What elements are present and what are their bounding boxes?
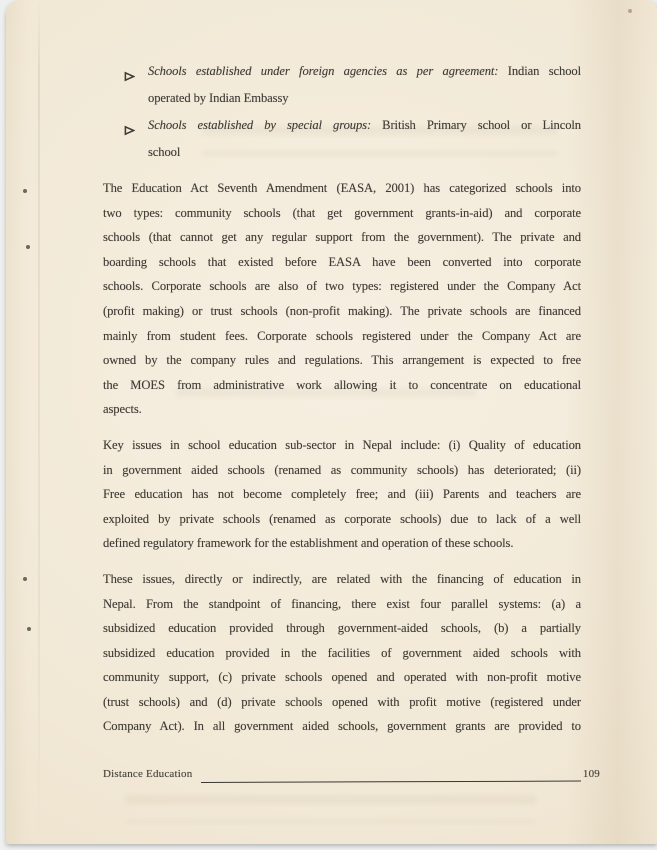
bullet-item <box>103 112 581 166</box>
text-segment: British Primary school or Lincoln <box>371 118 581 132</box>
page-footer <box>103 762 600 787</box>
text-line: defined regulatory framework for the establishment and operation of these schools. <box>103 536 514 551</box>
text-line: mainly from student fees. Corporate schools registered under the Company Act are <box>103 328 581 343</box>
text-line: schools (that cannot get any regular support from the government). The private and <box>103 230 581 245</box>
text-line: the MOES from administrative work allowing it to concentrate on educational <box>103 377 581 392</box>
arrowhead-right-icon <box>124 65 135 76</box>
page-content <box>103 58 600 787</box>
text-line: owned by the company rules and regulations. This arrangement is expected to free <box>103 353 581 368</box>
text-line: community support, (c) private schools opened and operated with non-profit motive <box>103 670 581 685</box>
arrowhead-right-icon <box>124 119 135 130</box>
paper-crease-line <box>38 0 40 844</box>
text-line: Key issues in school education sub-sector in Nepal include: (i) Quality of education <box>103 437 581 452</box>
italic-text-segment: Schools established under foreign agencies as per agreement: <box>148 64 499 78</box>
italic-text-segment: Schools established by special groups: <box>148 118 372 132</box>
bullet-item <box>103 58 581 112</box>
text-line: Company Act). In all government aided schools, government grants are provided to <box>103 719 581 734</box>
paragraph <box>103 567 581 739</box>
footer-rule-line <box>201 780 581 782</box>
text-line: Nepal. From the standpoint of financing, there exist four parallel systems: (a) a <box>103 596 581 611</box>
ink-speck <box>27 627 31 631</box>
ink-speck <box>23 577 27 581</box>
page-number: 109 <box>582 768 600 781</box>
ink-speck <box>26 245 30 249</box>
text-segment: operated by Indian Embassy <box>148 91 289 105</box>
text-line: (profit making) or trust schools (non-profit making). The private schools are financed <box>103 303 581 318</box>
scanned-page-sheet <box>6 0 657 844</box>
text-segment: school <box>148 145 181 159</box>
paper-blemish <box>628 9 632 13</box>
body-paragraphs <box>103 176 581 739</box>
paragraph <box>103 433 581 556</box>
text-line: in government aided schools (renamed as community schools) has deteriorated; (ii) <box>103 462 581 477</box>
text-line <box>148 112 581 139</box>
text-line: The Education Act Seventh Amendment (EASA, 2001) has categorized schools into <box>103 181 581 195</box>
bleed-through-artifact <box>126 795 536 823</box>
ink-speck <box>23 189 27 193</box>
footer-title: Distance Education <box>103 768 193 781</box>
paragraph <box>103 176 581 422</box>
text-line: aspects. <box>103 402 142 417</box>
text-line: boarding schools that existed before EASA have been converted into corporate <box>103 254 581 269</box>
bullet-list <box>103 58 581 166</box>
text-line: schools. Corporate schools are also of two types: registered under the Company Act <box>103 279 581 294</box>
text-line: two types: community schools (that get government grants-in-aid) and corporate <box>103 205 581 220</box>
text-line: These issues, directly or indirectly, are related with the financing of education in <box>103 571 581 586</box>
text-line: (trust schools) and (d) private schools opened with profit motive (registered under <box>103 694 581 709</box>
text-line <box>148 85 581 112</box>
text-line: subsidized education provided in the facilities of government aided schools with <box>103 645 581 660</box>
text-line: exploited by private schools (renamed as corporate schools) due to lack of a well <box>103 511 581 526</box>
text-line: Free education has not become completely free; and (iii) Parents and teachers are <box>103 487 581 502</box>
text-line <box>148 58 581 85</box>
text-line: subsidized education provided through government-aided schools, (b) a partially <box>103 621 581 636</box>
text-segment: Indian school <box>498 64 581 78</box>
text-line <box>148 139 581 166</box>
